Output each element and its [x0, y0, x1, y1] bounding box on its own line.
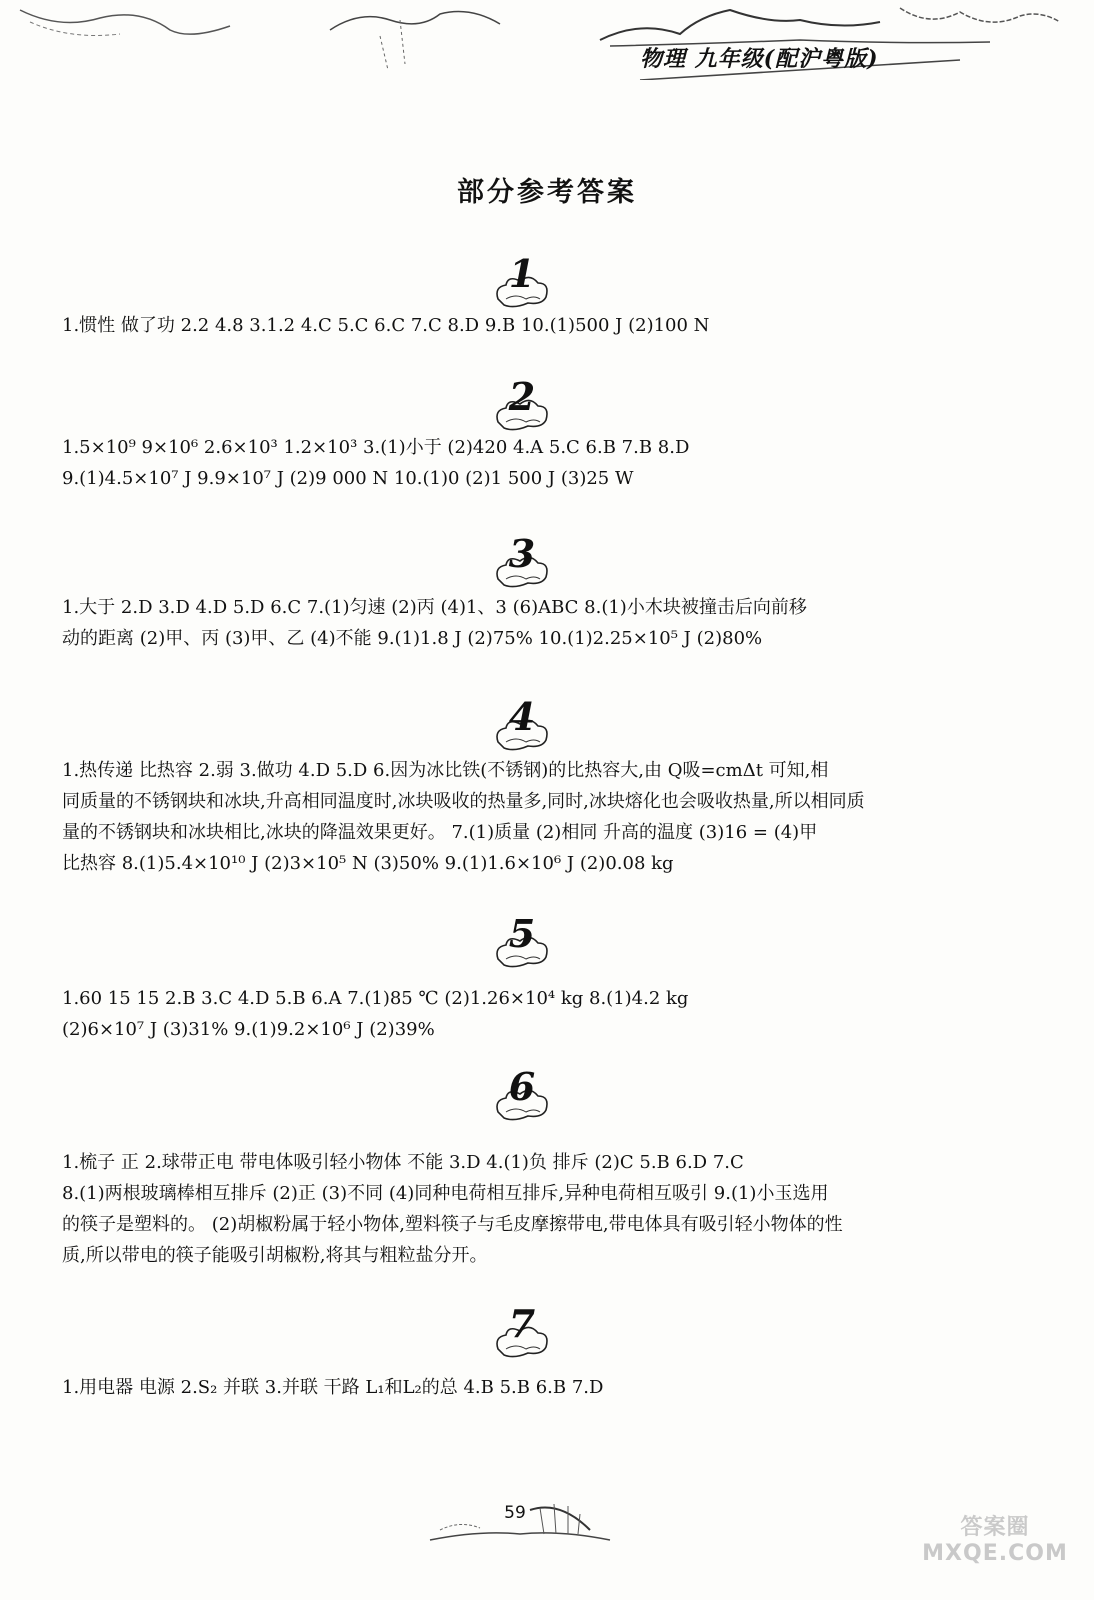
- section-number: 2: [508, 374, 536, 419]
- answer-line: 动的距离 (2)甲、丙 (3)甲、乙 (4)不能 9.(1)1.8 J (2)75% 10.(1)2.25×10⁵ J (2)80%: [62, 628, 763, 649]
- section-number: 4: [508, 694, 536, 739]
- answer-line: 1.60 15 15 2.B 3.C 4.D 5.B 6.A 7.(1)85 ℃ (2)1.26×10⁴ kg 8.(1)4.2 kg: [62, 988, 689, 1009]
- answer-line: 1.用电器 电源 2.S₂ 并联 3.并联 干路 L₁和L₂的总 4.B 5.B 6.B 7.D: [62, 1377, 604, 1398]
- section-number: 3: [508, 531, 536, 576]
- answer-line: 1.梳子 正 2.球带正电 带电体吸引轻小物体 不能 3.D 4.(1)负 排斥 (2)C 5.B 6.D 7.C: [62, 1152, 744, 1173]
- section-badge-7: [492, 1301, 552, 1361]
- answer-line: 1.惯性 做了功 2.2 4.8 3.1.2 4.C 5.C 6.C 7.C 8.D 9.B 10.(1)500 J (2)100 N: [62, 315, 710, 336]
- answer-line: 量的不锈钢块和冰块相比,冰块的降温效果更好。 7.(1)质量 (2)相同 升高的温度 (3)16 = (4)甲: [62, 822, 818, 843]
- section-badge-4: [492, 694, 552, 754]
- section-7-answers: [62, 1372, 994, 1403]
- answer-line: 同质量的不锈钢块和冰块,升高相同温度时,冰块吸收的热量多,同时,冰块熔化也会吸收热量,所以相同质: [62, 791, 865, 812]
- section-2-answers: [62, 432, 994, 494]
- section-number: 6: [508, 1064, 536, 1109]
- section-6-answers: [62, 1147, 994, 1271]
- answer-line: 9.(1)4.5×10⁷ J 9.9×10⁷ J (2)9 000 N 10.(1)0 (2)1 500 J (3)25 W: [62, 468, 634, 489]
- section-badge-2: [492, 374, 552, 434]
- watermark: 答案圈 MXQE.COM: [922, 1515, 1068, 1566]
- section-5-answers: [62, 983, 994, 1045]
- answer-line: 1.大于 2.D 3.D 4.D 5.D 6.C 7.(1)匀速 (2)丙 (4)1、3 (6)ABC 8.(1)小木块被撞击后向前移: [62, 597, 807, 618]
- answer-line: 8.(1)两根玻璃棒相互排斥 (2)正 (3)不同 (4)同种电荷相互排斥,异种电荷相互吸引 9.(1)小玉选用: [62, 1183, 829, 1204]
- section-badge-1: [492, 251, 552, 311]
- section-badge-6: [492, 1064, 552, 1124]
- page-number: 59: [504, 1503, 526, 1523]
- section-badge-3: [492, 531, 552, 591]
- header-landscape-decoration: [0, 0, 1094, 80]
- answer-line: 的筷子是塑料的。 (2)胡椒粉属于轻小物体,塑料筷子与毛皮摩擦带电,带电体具有吸引轻小物体的性: [62, 1214, 843, 1235]
- section-number: 5: [508, 911, 536, 956]
- section-badge-5: [492, 911, 552, 971]
- answer-line: 质,所以带电的筷子能吸引胡椒粉,将其与粗粒盐分开。: [62, 1245, 488, 1266]
- header-subject: 物理 九年级(配沪粤版): [640, 46, 879, 72]
- section-3-answers: [62, 592, 994, 654]
- section-1-answers: [62, 310, 994, 341]
- section-number: 7: [508, 1301, 536, 1346]
- section-4-answers: [62, 755, 994, 879]
- answer-line: 比热容 8.(1)5.4×10¹⁰ J (2)3×10⁵ N (3)50% 9.(1)1.6×10⁶ J (2)0.08 kg: [62, 853, 674, 874]
- page-title: 部分参考答案: [457, 177, 637, 208]
- section-number: 1: [508, 251, 536, 296]
- answer-line: 1.热传递 比热容 2.弱 3.做功 4.D 5.D 6.因为冰比铁(不锈钢)的比热容大,由 Q吸=cmΔt 可知,相: [62, 760, 829, 781]
- answer-line: (2)6×10⁷ J (3)31% 9.(1)9.2×10⁶ J (2)39%: [62, 1019, 435, 1040]
- answer-line: 1.5×10⁹ 9×10⁶ 2.6×10³ 1.2×10³ 3.(1)小于 (2)420 4.A 5.C 6.B 7.B 8.D: [62, 437, 690, 458]
